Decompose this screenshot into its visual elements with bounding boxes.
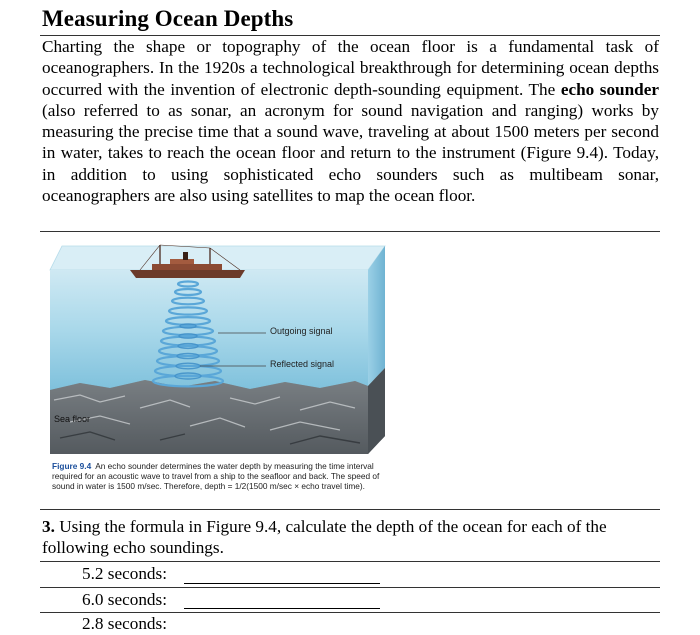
sounding-label: 5.2 seconds:	[82, 564, 167, 583]
figure-number: Figure 9.4	[52, 461, 92, 471]
question-prompt	[42, 516, 659, 559]
answer-rule	[40, 612, 660, 613]
paragraph-text-start: Charting the shape or topography of the ocean floor is a fundamental task of oceanographers. In the 1920s a technological breakthrough for determining ocean depths occurred with the invention of electronic depth-sounding equipment. The	[42, 37, 659, 99]
answer-rule	[40, 561, 660, 562]
sounding-label: 2.8 seconds:	[82, 614, 167, 633]
echo-sounder-term: echo sounder	[560, 79, 659, 99]
sounding-row	[82, 590, 167, 610]
outgoing-signal-label: Outgoing signal	[270, 326, 333, 336]
sea-floor-label: Sea floor	[54, 414, 91, 424]
figure-caption	[52, 461, 387, 491]
question-number: 3.	[42, 517, 55, 536]
water-side	[368, 246, 385, 390]
paragraph-divider	[40, 231, 660, 232]
sounding-row	[82, 564, 167, 584]
answer-rule	[40, 587, 660, 588]
echo-sounder-illustration	[40, 240, 390, 455]
page-title: Measuring Ocean Depths	[42, 6, 294, 31]
figure-caption-text: An echo sounder determines the water depth by measuring the time interval required for an acoustic wave to travel from a ship to the seafloor and back. The speed of sound in water is 1500 m/sec. Therefore, depth = 1/2(1500 m/sec × echo travel time).	[52, 461, 380, 491]
question-divider	[40, 509, 660, 510]
echo-sounder-figure	[40, 240, 390, 455]
answer-blank[interactable]	[184, 608, 380, 609]
reflected-signal-label: Reflected signal	[270, 359, 335, 369]
answer-blank[interactable]	[184, 583, 380, 584]
paragraph-text-end: (also referred to as sonar, an acronym for sound navigation and ranging) works by measuring the precise time that a sound wave, traveling at about 1500 meters per second in water, takes to reach the ocean floor and return to the instrument (Figure 9.4). Today, in addition to using sophisticated echo sounders such as multibeam sonar, oceanographers are also using satellites to map the ocean floor.	[42, 100, 659, 206]
sounding-row	[82, 614, 167, 634]
question-text: Using the formula in Figure 9.4, calculate the depth of the ocean for each of the following echo soundings.	[42, 517, 607, 558]
sounding-label: 6.0 seconds:	[82, 590, 167, 609]
intro-paragraph	[42, 36, 659, 206]
